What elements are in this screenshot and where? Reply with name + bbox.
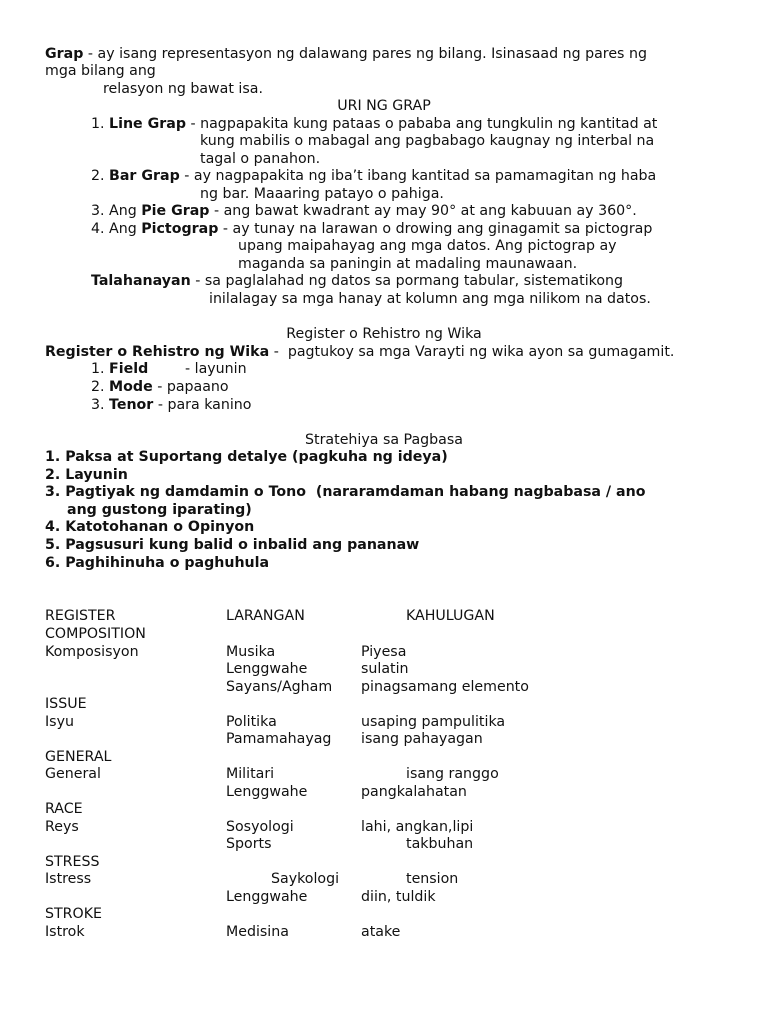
table-cell-kahulugan: sulatin (361, 661, 409, 677)
table-cell-larangan: Saykologi (271, 871, 340, 887)
table-cell-register: Istress (45, 871, 92, 887)
table-cell-larangan: Musika (226, 644, 276, 660)
item-cont: upang maipahayag ang mga datos. Ang pictograp ay (238, 238, 617, 254)
table-cell-larangan: Pamamahayag (226, 731, 332, 747)
table-cell-kahulugan: usaping pampulitika (361, 714, 506, 730)
table-cell-larangan: Lenggwahe (226, 784, 308, 800)
table-cell-register: Istrok (45, 924, 85, 940)
strategy-item: 3. Pagtiyak ng damdamin o Tono (nararamdaman habang nagbabasa / ano (45, 484, 646, 500)
table-cell-larangan: Sports (226, 836, 272, 852)
grap-def-3: relasyon ng bawat isa. (103, 81, 263, 97)
item-desc: - para kanino (153, 397, 252, 413)
table-cell-larangan: Lenggwahe (226, 661, 308, 677)
grap-def-2: mga bilang ang (45, 63, 156, 79)
strategy-item: 6. Paghihinuha o paghuhula (45, 555, 270, 571)
strategy-item: 2. Layunin (45, 467, 128, 483)
talahanayan-term: Talahanayan (91, 273, 191, 289)
strategy-item: 5. Pagsusuri kung balid o inbalid ang pananaw (45, 537, 420, 553)
register-definition (45, 344, 674, 361)
table-cell-larangan: Sosyologi (226, 819, 294, 835)
strategy-item-cont: ang gustong iparating) (67, 502, 252, 518)
item-num: 3. (91, 397, 110, 413)
table-cell-larangan: Sayans/Agham (226, 679, 333, 695)
item-desc: - ang bawat kwadrant ay may 90° at ang kabuuan ay 360°. (209, 203, 637, 219)
table-cell-larangan: Militari (226, 766, 275, 782)
table-cell-kahulugan: pinagsamang elemento (361, 679, 529, 695)
item-cont: maganda sa paningin at madaling maunawaan. (238, 256, 578, 272)
table-cell-register: Reys (45, 819, 79, 835)
talahanayan-definition (91, 273, 623, 290)
group-english: GENERAL (45, 749, 112, 765)
group-english: STROKE (45, 906, 102, 922)
list-item (91, 116, 657, 133)
list-item (91, 397, 251, 414)
strategies-heading: Stratehiya sa Pagbasa (305, 432, 463, 448)
uri-heading: URI NG GRAP (337, 98, 431, 114)
group-english: ISSUE (45, 696, 87, 712)
table-cell-larangan: Lenggwahe (226, 889, 308, 905)
list-item (91, 361, 148, 378)
item-cont: kung mabilis o mabagal ang pagbabago kaugnay ng interbal na (200, 133, 655, 149)
item-num: 1. (91, 361, 110, 377)
table-cell-kahulugan: lahi, angkan,lipi (361, 819, 474, 835)
table-cell-kahulugan: tension (406, 871, 459, 887)
item-name: Mode (109, 379, 153, 395)
item-cont: ng bar. Maaaring patayo o pahiga. (200, 186, 444, 202)
grap-definition (45, 46, 647, 63)
item-desc: - ay nagpapakita ng iba’t ibang kantitad sa pamamagitan ng haba (179, 168, 657, 184)
item-name: Tenor (109, 397, 154, 413)
table-cell-kahulugan: pangkalahatan (361, 784, 467, 800)
list-item (91, 379, 229, 396)
list-item (91, 221, 652, 238)
table-cell-kahulugan: takbuhan (406, 836, 474, 852)
table-header-larangan: LARANGAN (226, 608, 305, 624)
item-num: 2. (91, 168, 110, 184)
table-cell-register: Isyu (45, 714, 74, 730)
item-name: Bar Grap (109, 168, 180, 184)
talahanayan-cont: inilalagay sa mga hanay at kolumn ang mga nilikom na datos. (209, 291, 651, 307)
item-desc: - layunin (185, 361, 247, 377)
grap-def-1: - ay isang representasyon ng dalawang pares ng bilang. Isinasaad ng pares ng (83, 46, 647, 62)
grap-term: Grap (45, 46, 84, 62)
item-name: Pictograp (141, 221, 219, 237)
table-cell-larangan: Politika (226, 714, 277, 730)
item-num: 4. Ang (91, 221, 142, 237)
item-desc: - ay tunay na larawan o drowing ang ginagamit sa pictograp (218, 221, 653, 237)
item-cont: tagal o panahon. (200, 151, 321, 167)
table-header-kahulugan: KAHULUGAN (406, 608, 495, 624)
list-item (91, 203, 637, 220)
table-cell-kahulugan: Piyesa (361, 644, 407, 660)
item-name: Field (109, 361, 149, 377)
register-def: - pagtukoy sa mga Varayti ng wika ayon sa gumagamit. (269, 344, 675, 360)
table-cell-kahulugan: diin, tuldik (361, 889, 436, 905)
table-cell-register: Komposisyon (45, 644, 139, 660)
talahanayan-desc: - sa paglalahad ng datos sa pormang tabular, sistematikong (190, 273, 624, 289)
list-item (91, 168, 656, 185)
item-num: 3. Ang (91, 203, 142, 219)
table-cell-register: General (45, 766, 101, 782)
table-cell-kahulugan: atake (361, 924, 401, 940)
register-heading: Register o Rehistro ng Wika (286, 326, 482, 342)
table-cell-larangan: Medisina (226, 924, 289, 940)
item-name: Line Grap (109, 116, 186, 132)
register-term: Register o Rehistro ng Wika (45, 344, 270, 360)
strategy-item: 4. Katotohanan o Opinyon (45, 519, 255, 535)
item-num: 2. (91, 379, 110, 395)
table-header-register: REGISTER (45, 608, 116, 624)
item-desc: - nagpapakita kung pataas o pababa ang tungkulin ng kantitad at (185, 116, 658, 132)
item-desc: - papaano (152, 379, 229, 395)
item-num: 1. (91, 116, 110, 132)
strategy-item: 1. Paksa at Suportang detalye (pagkuha ng ideya) (45, 449, 448, 465)
item-name: Pie Grap (141, 203, 210, 219)
group-english: STRESS (45, 854, 100, 870)
group-english: RACE (45, 801, 83, 817)
group-english: COMPOSITION (45, 626, 146, 642)
table-cell-kahulugan: isang ranggo (406, 766, 499, 782)
table-cell-kahulugan: isang pahayagan (361, 731, 483, 747)
